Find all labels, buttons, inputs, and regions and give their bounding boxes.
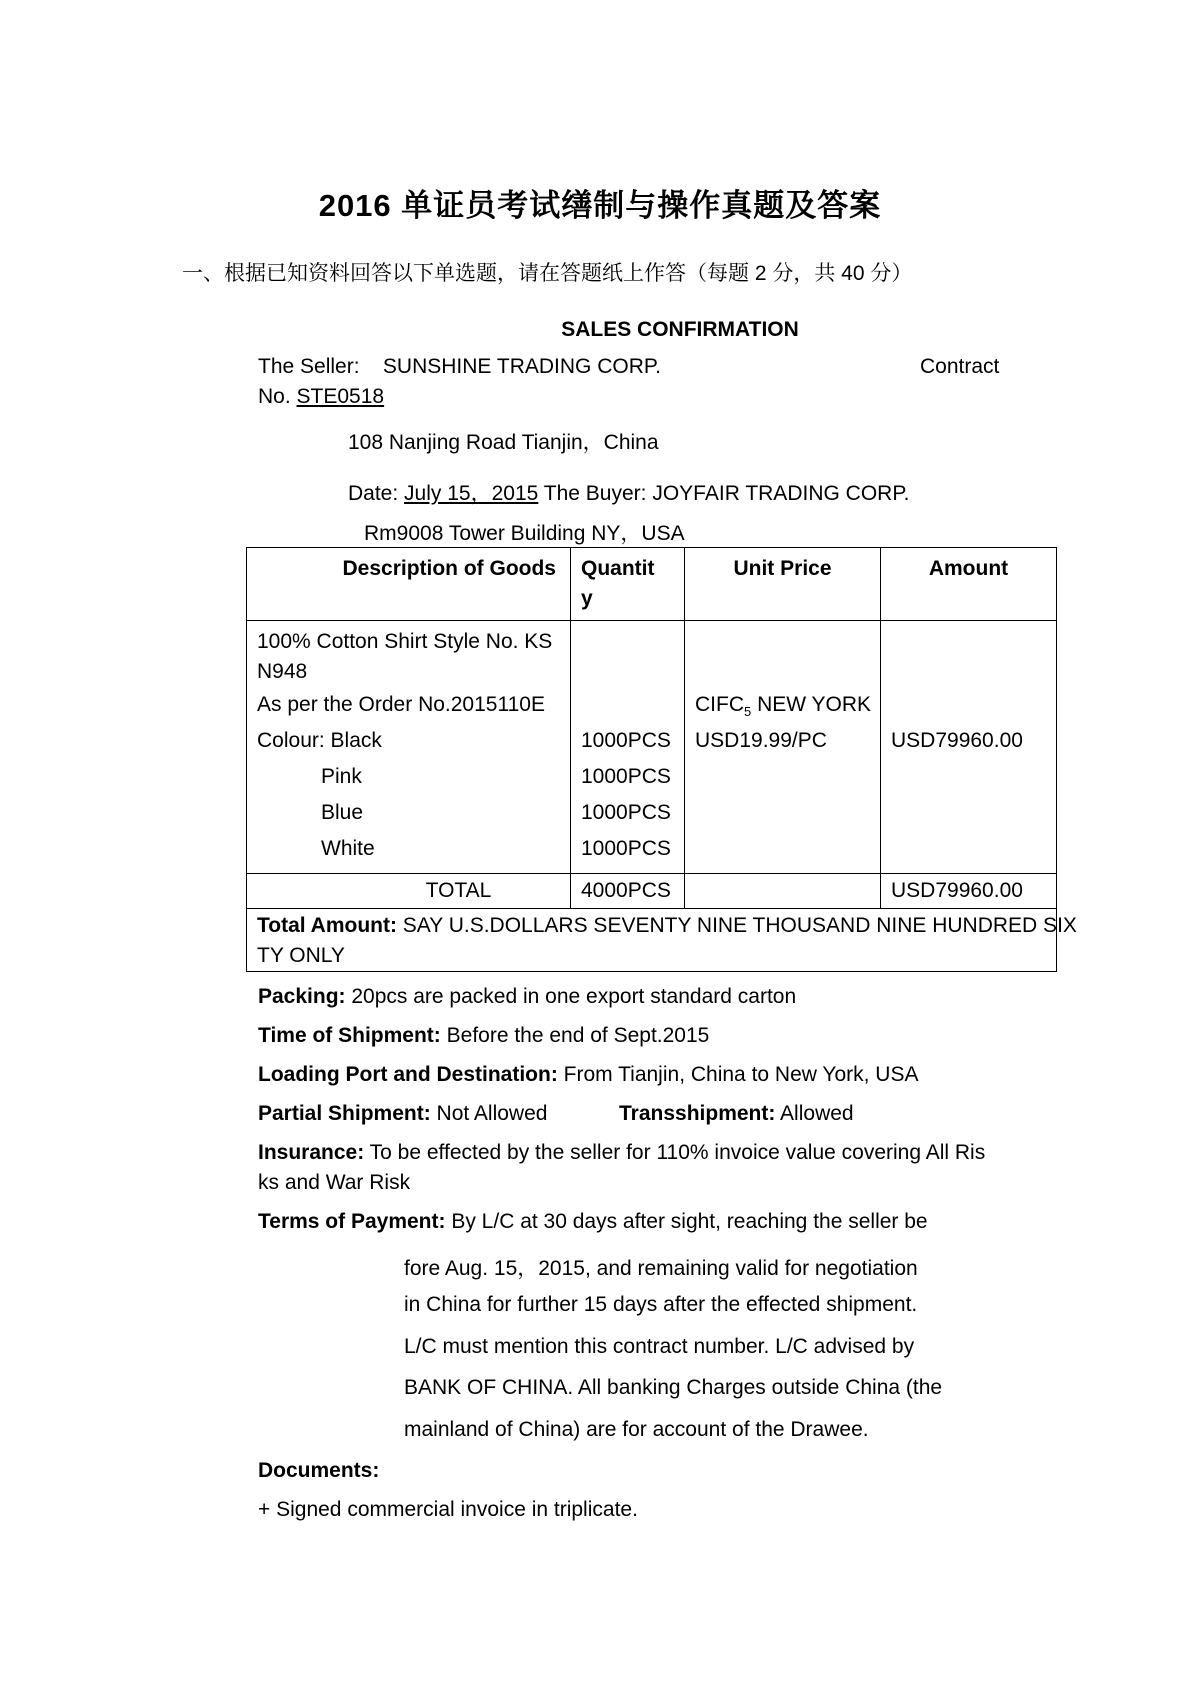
contract-number: STE0518 (296, 385, 385, 408)
total-quantity: 4000PCS (571, 874, 685, 909)
shipment-clause: Time of Shipment: Before the end of Sept.2015 (258, 1024, 710, 1047)
unit-price-value: USD19.99/PC (695, 729, 827, 752)
port-clause: Loading Port and Destination: From Tianjin, China to New York, USA (258, 1063, 919, 1086)
qty-pink: 1000PCS (581, 765, 671, 788)
insurance-clause-cont: ks and War Risk (258, 1171, 411, 1194)
header-quantity-line1: Quantit (581, 557, 655, 580)
desc-order: As per the Order No.2015110E (257, 693, 545, 716)
contract-no-label: No. (258, 385, 291, 408)
desc-line1: 100% Cotton Shirt Style No. KS (257, 630, 553, 653)
unit-price-cell (685, 621, 881, 874)
insurance-clause: Insurance: To be effected by the seller for 110% invoice value covering All Ris (258, 1141, 986, 1164)
sales-confirmation-title: SALES CONFIRMATION (561, 318, 799, 341)
payment-clause: Terms of Payment: By L/C at 30 days after sight, reaching the seller be (258, 1210, 928, 1233)
buyer-label: The Buyer: (543, 482, 647, 505)
qty-black: 1000PCS (581, 729, 671, 752)
colour-black: Colour: Black (257, 729, 382, 752)
documents-heading: Documents: (258, 1459, 380, 1482)
amount-cell (881, 621, 1057, 874)
transshipment-clause: Transshipment: Allowed (619, 1102, 854, 1125)
date-buyer-line (348, 477, 909, 507)
total-row (247, 874, 1057, 909)
total-words-line2: TY ONLY (257, 944, 345, 967)
seller-name: SUNSHINE TRADING CORP. (382, 355, 661, 378)
seller-line (258, 355, 661, 379)
header-unit-price: Unit Price (685, 548, 881, 621)
payment-line: BANK OF CHINA. All banking Charges outside China (the (404, 1376, 943, 1399)
header-amount: Amount (881, 548, 1057, 621)
contract-line (258, 385, 384, 409)
date-label: Date: (348, 482, 399, 505)
payment-line: mainland of China) are for account of the Drawee. (404, 1418, 869, 1441)
payment-line: fore Aug. 15，2015, and remaining valid for negotiation (404, 1257, 918, 1280)
qty-blue: 1000PCS (581, 801, 671, 824)
contract-label: Contract (920, 355, 1000, 378)
total-words-label: Total Amount: (257, 914, 397, 937)
goods-table (246, 547, 1077, 972)
header-quantity-line2: y (581, 587, 593, 610)
payment-line: in China for further 15 days after the effected shipment. (404, 1293, 918, 1316)
colour-blue: Blue (321, 801, 364, 824)
question-intro: 一、根据已知资料回答以下单选题，请在答题纸上作答（每题 2 分，共 40 分） (182, 262, 913, 285)
total-words-row (247, 909, 1057, 972)
page-title: 2016 单证员考试缮制与操作真题及答案 (318, 188, 882, 223)
header-description: Description of Goods (247, 548, 571, 621)
partial-shipment-clause: Partial Shipment: Not Allowed (258, 1102, 548, 1125)
total-amount: USD79960.00 (881, 874, 1057, 909)
qty-white: 1000PCS (581, 837, 671, 860)
seller-address: 108 Nanjing Road Tianjin，China (348, 431, 659, 454)
table-row (247, 621, 1057, 874)
packing-clause: Packing: 20pcs are packed in one export standard carton (258, 985, 797, 1008)
price-term: $CIFC_5$ NEW YORK (695, 693, 872, 720)
desc-line2: N948 (257, 660, 308, 683)
contract-date: July 15，2015 (404, 482, 539, 505)
document-item: + Signed commercial invoice in triplicate. (258, 1498, 638, 1521)
header-quantity (571, 548, 685, 621)
colour-white: White (321, 837, 375, 860)
seller-label: The Seller: (258, 355, 360, 378)
total-words-line1: SAY U.S.DOLLARS SEVENTY NINE THOUSAND NINE HUNDRED SIX (396, 914, 1077, 937)
colour-pink: Pink (321, 765, 362, 788)
description-cell (247, 621, 571, 874)
buyer-address: Rm9008 Tower Building NY，USA (364, 522, 685, 545)
total-words-cell (247, 909, 1077, 972)
buyer-name: JOYFAIR TRADING CORP. (652, 482, 910, 505)
amount-value: USD79960.00 (891, 729, 1023, 752)
table-header-row (247, 548, 1057, 621)
total-label: TOTAL (247, 874, 571, 909)
payment-line: L/C must mention this contract number. L/C advised by (404, 1335, 915, 1358)
quantity-cell (571, 621, 685, 874)
